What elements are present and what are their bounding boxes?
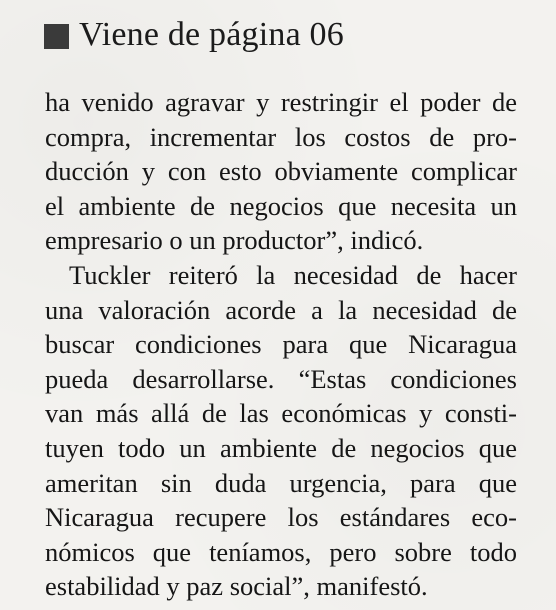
paragraph-line: ha venido agravar y restringir el poder de	[45, 87, 517, 117]
paragraph-line: nómicos que teníamos, pero sobre todo	[45, 536, 517, 567]
paragraph-line: Nicaragua recupere los estándares eco-	[45, 502, 517, 533]
paragraph-1	[45, 85, 517, 258]
paragraph-line: tuyen todo un ambiente de negocios que	[45, 432, 517, 463]
paragraph-line: una valoración acorde a la necesidad de	[45, 294, 517, 325]
paragraph-line: pueda desarrollarse. “Estas condiciones	[45, 363, 517, 394]
article-body	[45, 85, 517, 604]
paragraph-2	[45, 258, 517, 604]
paragraph-line: el ambiente de negocios que necesita un	[45, 190, 517, 221]
continuation-header	[44, 14, 344, 56]
paragraph-line: Tuckler reiteró la necesidad de hacer	[69, 259, 517, 290]
paragraph-line: ameritan sin duda urgencia, para que	[45, 467, 517, 498]
continued-from-title: Viene de página 06	[79, 16, 344, 53]
paragraph-line: buscar condiciones para que Nicaragua	[45, 329, 517, 360]
paragraph-line: empresario o un productor”, indicó.	[45, 225, 424, 256]
paragraph-line: compra, incrementar los costos de pro-	[45, 121, 517, 152]
square-icon	[44, 24, 69, 49]
paragraph-line: van más allá de las económicas y consti-	[45, 398, 517, 429]
paragraph-line: estabilidad y paz social”, manifestó.	[45, 571, 428, 602]
paragraph-line: ducción y con esto obviamente complicar	[45, 156, 517, 187]
